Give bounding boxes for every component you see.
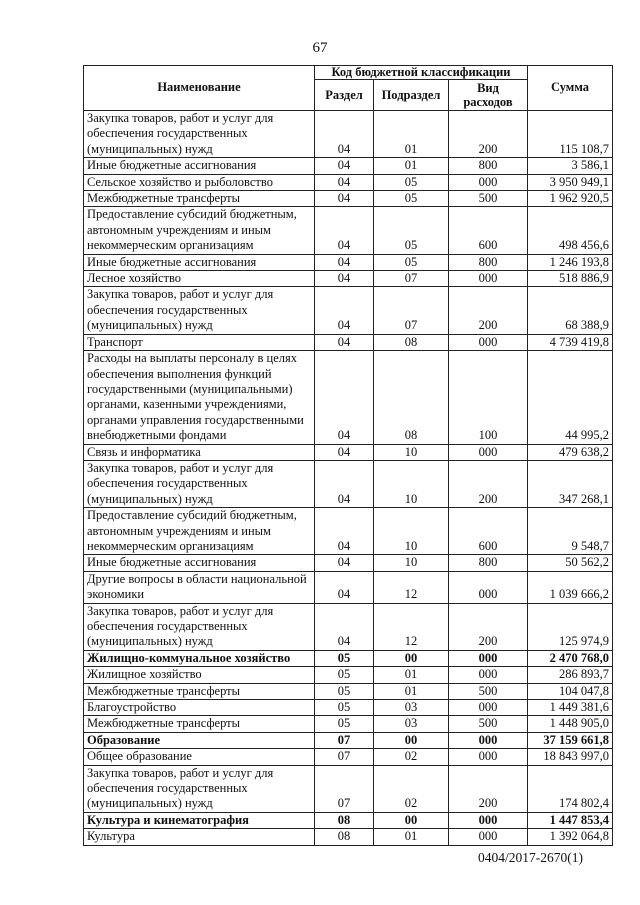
row-expense-type: 000: [449, 271, 528, 287]
row-expense-type: 500: [449, 683, 528, 699]
table-row: [84, 829, 613, 845]
table-row: [84, 158, 613, 174]
row-section: 08: [315, 812, 374, 828]
row-subsection: 10: [374, 555, 449, 571]
row-sum: 4 739 419,8: [528, 334, 613, 350]
table-row: [84, 207, 613, 254]
page-number: 67: [312, 40, 328, 56]
table-row: [84, 571, 613, 603]
row-subsection: 10: [374, 460, 449, 507]
row-expense-type: 000: [449, 650, 528, 666]
row-sum: 3 586,1: [528, 158, 613, 174]
row-name: Межбюджетные трансферты: [84, 191, 315, 207]
document-code: 0404/2017-2670(1): [478, 850, 583, 865]
row-section: 07: [315, 765, 374, 812]
header-section: Раздел: [315, 80, 374, 111]
row-section: 04: [315, 287, 374, 334]
row-subsection: 12: [374, 571, 449, 603]
row-subsection: 01: [374, 158, 449, 174]
row-subsection: 02: [374, 749, 449, 765]
row-sum: 104 047,8: [528, 683, 613, 699]
row-expense-type: 000: [449, 732, 528, 748]
header-budget-classification: Код бюджетной классификации: [315, 66, 528, 80]
row-name: Сельское хозяйство и рыболовство: [84, 174, 315, 190]
table-row: [84, 603, 613, 650]
table-row: [84, 667, 613, 683]
row-sum: 37 159 661,8: [528, 732, 613, 748]
row-expense-type: 000: [449, 667, 528, 683]
row-sum: 18 843 997,0: [528, 749, 613, 765]
row-section: 04: [315, 334, 374, 350]
row-name: Благоустройство: [84, 700, 315, 716]
row-sum: 68 388,9: [528, 287, 613, 334]
header-subsection: Подраздел: [374, 80, 449, 111]
row-sum: 498 456,6: [528, 207, 613, 254]
row-sum: 1 962 920,5: [528, 191, 613, 207]
row-expense-type: 500: [449, 716, 528, 732]
row-name: Предоставление субсидий бюджетным, автономным учреждениям и иным некоммерческим организациям: [84, 508, 315, 555]
row-subsection: 01: [374, 111, 449, 158]
row-subsection: 03: [374, 700, 449, 716]
row-sum: 347 268,1: [528, 460, 613, 507]
row-sum: 518 886,9: [528, 271, 613, 287]
row-section: 04: [315, 174, 374, 190]
table-row: [84, 460, 613, 507]
row-expense-type: 000: [449, 749, 528, 765]
row-sum: 1 449 381,6: [528, 700, 613, 716]
row-name: Культура: [84, 829, 315, 845]
row-section: 04: [315, 508, 374, 555]
row-name: Закупка товаров, работ и услуг для обеспечения государственных (муниципальных) нужд: [84, 765, 315, 812]
row-expense-type: 800: [449, 158, 528, 174]
row-sum: 115 108,7: [528, 111, 613, 158]
table-row: [84, 749, 613, 765]
row-section: 04: [315, 555, 374, 571]
table-header: [84, 66, 613, 111]
row-subsection: 03: [374, 716, 449, 732]
row-name: Расходы на выплаты персоналу в целях обеспечения выполнения функций государственными (муниципальными) органами, казенными учреждениями, органами управления государственными внебюджетными фондами: [84, 351, 315, 444]
row-section: 04: [315, 351, 374, 444]
row-name: Лесное хозяйство: [84, 271, 315, 287]
row-section: 07: [315, 732, 374, 748]
table-row: [84, 508, 613, 555]
row-subsection: 00: [374, 732, 449, 748]
row-subsection: 05: [374, 191, 449, 207]
table-row: [84, 444, 613, 460]
row-section: 05: [315, 650, 374, 666]
row-expense-type: 200: [449, 287, 528, 334]
row-section: 04: [315, 460, 374, 507]
row-section: 07: [315, 749, 374, 765]
table-row: [84, 271, 613, 287]
row-name: Закупка товаров, работ и услуг для обеспечения государственных (муниципальных) нужд: [84, 603, 315, 650]
row-expense-type: 800: [449, 254, 528, 270]
row-name: Межбюджетные трансферты: [84, 683, 315, 699]
row-section: 05: [315, 667, 374, 683]
row-subsection: 12: [374, 603, 449, 650]
row-sum: 1 392 064,8: [528, 829, 613, 845]
row-expense-type: 800: [449, 555, 528, 571]
row-subsection: 02: [374, 765, 449, 812]
row-name: Транспорт: [84, 334, 315, 350]
row-name: Общее образование: [84, 749, 315, 765]
budget-table: [83, 65, 613, 846]
table-row: [84, 683, 613, 699]
row-subsection: 10: [374, 508, 449, 555]
table-row: [84, 555, 613, 571]
row-sum: 286 893,7: [528, 667, 613, 683]
row-expense-type: 500: [449, 191, 528, 207]
header-name: Наименование: [84, 66, 315, 111]
row-section: 05: [315, 683, 374, 699]
row-subsection: 05: [374, 207, 449, 254]
row-expense-type: 600: [449, 508, 528, 555]
header-expense-type: Вид расходов: [449, 80, 528, 111]
row-name: Иные бюджетные ассигнования: [84, 555, 315, 571]
row-name: Закупка товаров, работ и услуг для обеспечения государственных (муниципальных) нужд: [84, 111, 315, 158]
table-row: [84, 287, 613, 334]
table-row: [84, 716, 613, 732]
row-expense-type: 200: [449, 765, 528, 812]
row-name: Межбюджетные трансферты: [84, 716, 315, 732]
row-name: Жилищно-коммунальное хозяйство: [84, 650, 315, 666]
table-row: [84, 254, 613, 270]
row-subsection: 00: [374, 812, 449, 828]
table-row: [84, 732, 613, 748]
table-row: [84, 700, 613, 716]
row-name: Жилищное хозяйство: [84, 667, 315, 683]
row-sum: 479 638,2: [528, 444, 613, 460]
header-sum: Сумма: [528, 66, 613, 111]
table-body: [84, 111, 613, 846]
table-row: [84, 174, 613, 190]
row-sum: 9 548,7: [528, 508, 613, 555]
row-name: Иные бюджетные ассигнования: [84, 158, 315, 174]
row-name: Связь и информатика: [84, 444, 315, 460]
row-expense-type: 000: [449, 700, 528, 716]
row-sum: 1 447 853,4: [528, 812, 613, 828]
table-row: [84, 334, 613, 350]
row-sum: 1 246 193,8: [528, 254, 613, 270]
table-row: [84, 650, 613, 666]
row-sum: 174 802,4: [528, 765, 613, 812]
row-subsection: 07: [374, 287, 449, 334]
row-name: Закупка товаров, работ и услуг для обеспечения государственных (муниципальных) нужд: [84, 287, 315, 334]
table-row: [84, 812, 613, 828]
row-sum: 1 448 905,0: [528, 716, 613, 732]
row-name: Культура и кинематография: [84, 812, 315, 828]
row-subsection: 08: [374, 334, 449, 350]
row-expense-type: 000: [449, 829, 528, 845]
row-expense-type: 200: [449, 111, 528, 158]
table-row: [84, 191, 613, 207]
row-section: 08: [315, 829, 374, 845]
row-subsection: 01: [374, 829, 449, 845]
row-expense-type: 000: [449, 444, 528, 460]
row-section: 05: [315, 700, 374, 716]
row-section: 05: [315, 716, 374, 732]
row-expense-type: 000: [449, 812, 528, 828]
row-section: 04: [315, 111, 374, 158]
row-subsection: 05: [374, 254, 449, 270]
row-section: 04: [315, 444, 374, 460]
row-sum: 2 470 768,0: [528, 650, 613, 666]
row-name: Другие вопросы в области национальной экономики: [84, 571, 315, 603]
row-subsection: 01: [374, 683, 449, 699]
row-subsection: 10: [374, 444, 449, 460]
row-subsection: 00: [374, 650, 449, 666]
row-subsection: 01: [374, 667, 449, 683]
row-name: Предоставление субсидий бюджетным, автономным учреждениям и иным некоммерческим организациям: [84, 207, 315, 254]
row-expense-type: 100: [449, 351, 528, 444]
row-subsection: 08: [374, 351, 449, 444]
row-section: 04: [315, 158, 374, 174]
row-sum: 125 974,9: [528, 603, 613, 650]
row-section: 04: [315, 271, 374, 287]
row-sum: 44 995,2: [528, 351, 613, 444]
row-expense-type: 600: [449, 207, 528, 254]
row-expense-type: 000: [449, 334, 528, 350]
row-expense-type: 200: [449, 603, 528, 650]
row-section: 04: [315, 254, 374, 270]
row-sum: 1 039 666,2: [528, 571, 613, 603]
row-section: 04: [315, 191, 374, 207]
row-sum: 50 562,2: [528, 555, 613, 571]
row-expense-type: 000: [449, 174, 528, 190]
row-name: Закупка товаров, работ и услуг для обеспечения государственных (муниципальных) нужд: [84, 460, 315, 507]
row-expense-type: 200: [449, 460, 528, 507]
table-row: [84, 765, 613, 812]
row-name: Иные бюджетные ассигнования: [84, 254, 315, 270]
row-section: 04: [315, 571, 374, 603]
table-row: [84, 351, 613, 444]
row-section: 04: [315, 603, 374, 650]
table-row: [84, 111, 613, 158]
row-section: 04: [315, 207, 374, 254]
row-name: Образование: [84, 732, 315, 748]
row-subsection: 05: [374, 174, 449, 190]
row-expense-type: 000: [449, 571, 528, 603]
row-sum: 3 950 949,1: [528, 174, 613, 190]
row-subsection: 07: [374, 271, 449, 287]
